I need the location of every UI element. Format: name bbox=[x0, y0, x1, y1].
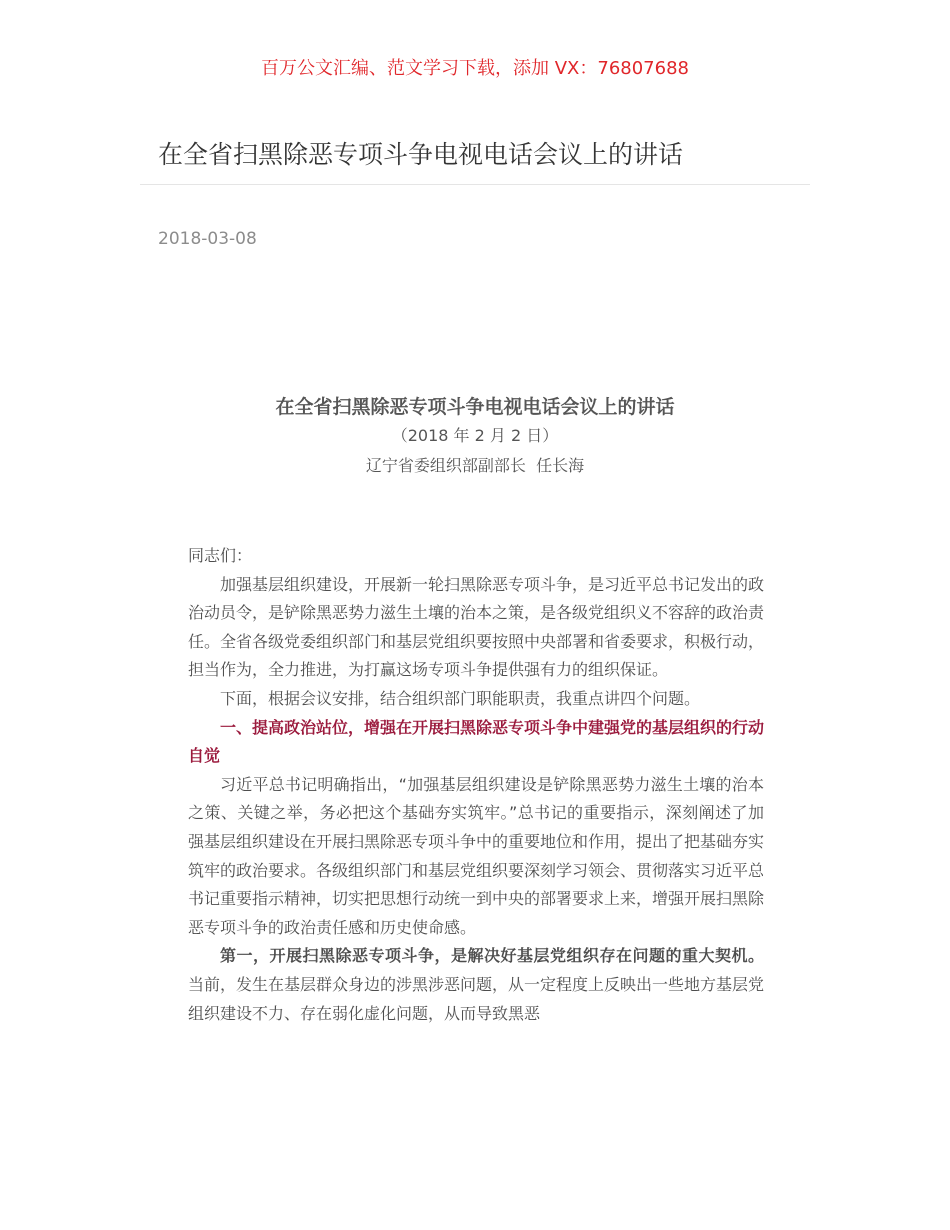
document-body bbox=[188, 542, 764, 1028]
publish-date: 2018-03-08 bbox=[158, 229, 257, 249]
page-title: 在全省扫黑除恶专项斗争电视电话会议上的讲话 bbox=[158, 140, 684, 169]
document-author: 辽宁省委组织部副部长 任长海 bbox=[365, 456, 585, 475]
paragraph-text: 当前，发生在基层群众身边的涉黑涉恶问题，从一定程度上反映出一些地方基层党组织建设不力、存在弱化虚化问题，从而导致黑恶 bbox=[188, 974, 765, 1023]
title-divider bbox=[140, 184, 810, 185]
paragraph: 加强基层组织建设，开展新一轮扫黑除恶专项斗争，是习近平总书记发出的政治动员令，是铲除黑恶势力滋生土壤的治本之策，是各级党组织义不容辞的政治责任。全省各级党委组织部门和基层党组织要按照中央部署和省委要求，积极行动，担当作为，全力推进，为打赢这场专项斗争提供强有力的组织保证。 bbox=[188, 574, 765, 680]
paragraph bbox=[188, 942, 764, 1028]
paragraph: 下面，根据会议安排，结合组织部门职能职责，我重点讲四个问题。 bbox=[220, 688, 701, 708]
document-header bbox=[0, 393, 950, 481]
document-date: （2018 年 2 月 2 日） bbox=[391, 426, 559, 445]
salutation: 同志们： bbox=[188, 546, 253, 565]
section-heading: 一、提高政治站位，增强在开展扫黑除恶专项斗争中建强党的基层组织的行动自觉 bbox=[188, 717, 765, 766]
paragraph: 习近平总书记明确指出，“加强基层组织建设是铲除黑恶势力滋生土壤的治本之策、关键之举，务必把这个基础夯实筑牢。”总书记的重要指示，深刻阐述了加强基层组织建设在开展扫黑除恶专项斗争中的重要地位和作用，提出了把基础夯实筑牢的政治要求。各级组织部门和基层党组织要深刻学习领会、贯彻落实习近平总书记重要指示精神，切实把思想行动统一到中央的部署要求上来，增强开展扫黑除恶专项斗争的政治责任感和历史使命感。 bbox=[188, 774, 765, 937]
document-title: 在全省扫黑除恶专项斗争电视电话会议上的讲话 bbox=[275, 396, 675, 418]
paragraph-lead: 第一，开展扫黑除恶专项斗争，是解决好基层党组织存在问题的重大契机。 bbox=[220, 946, 764, 966]
promo-banner: 百万公文汇编、范文学习下载，添加 VX：76807688 bbox=[261, 58, 689, 79]
